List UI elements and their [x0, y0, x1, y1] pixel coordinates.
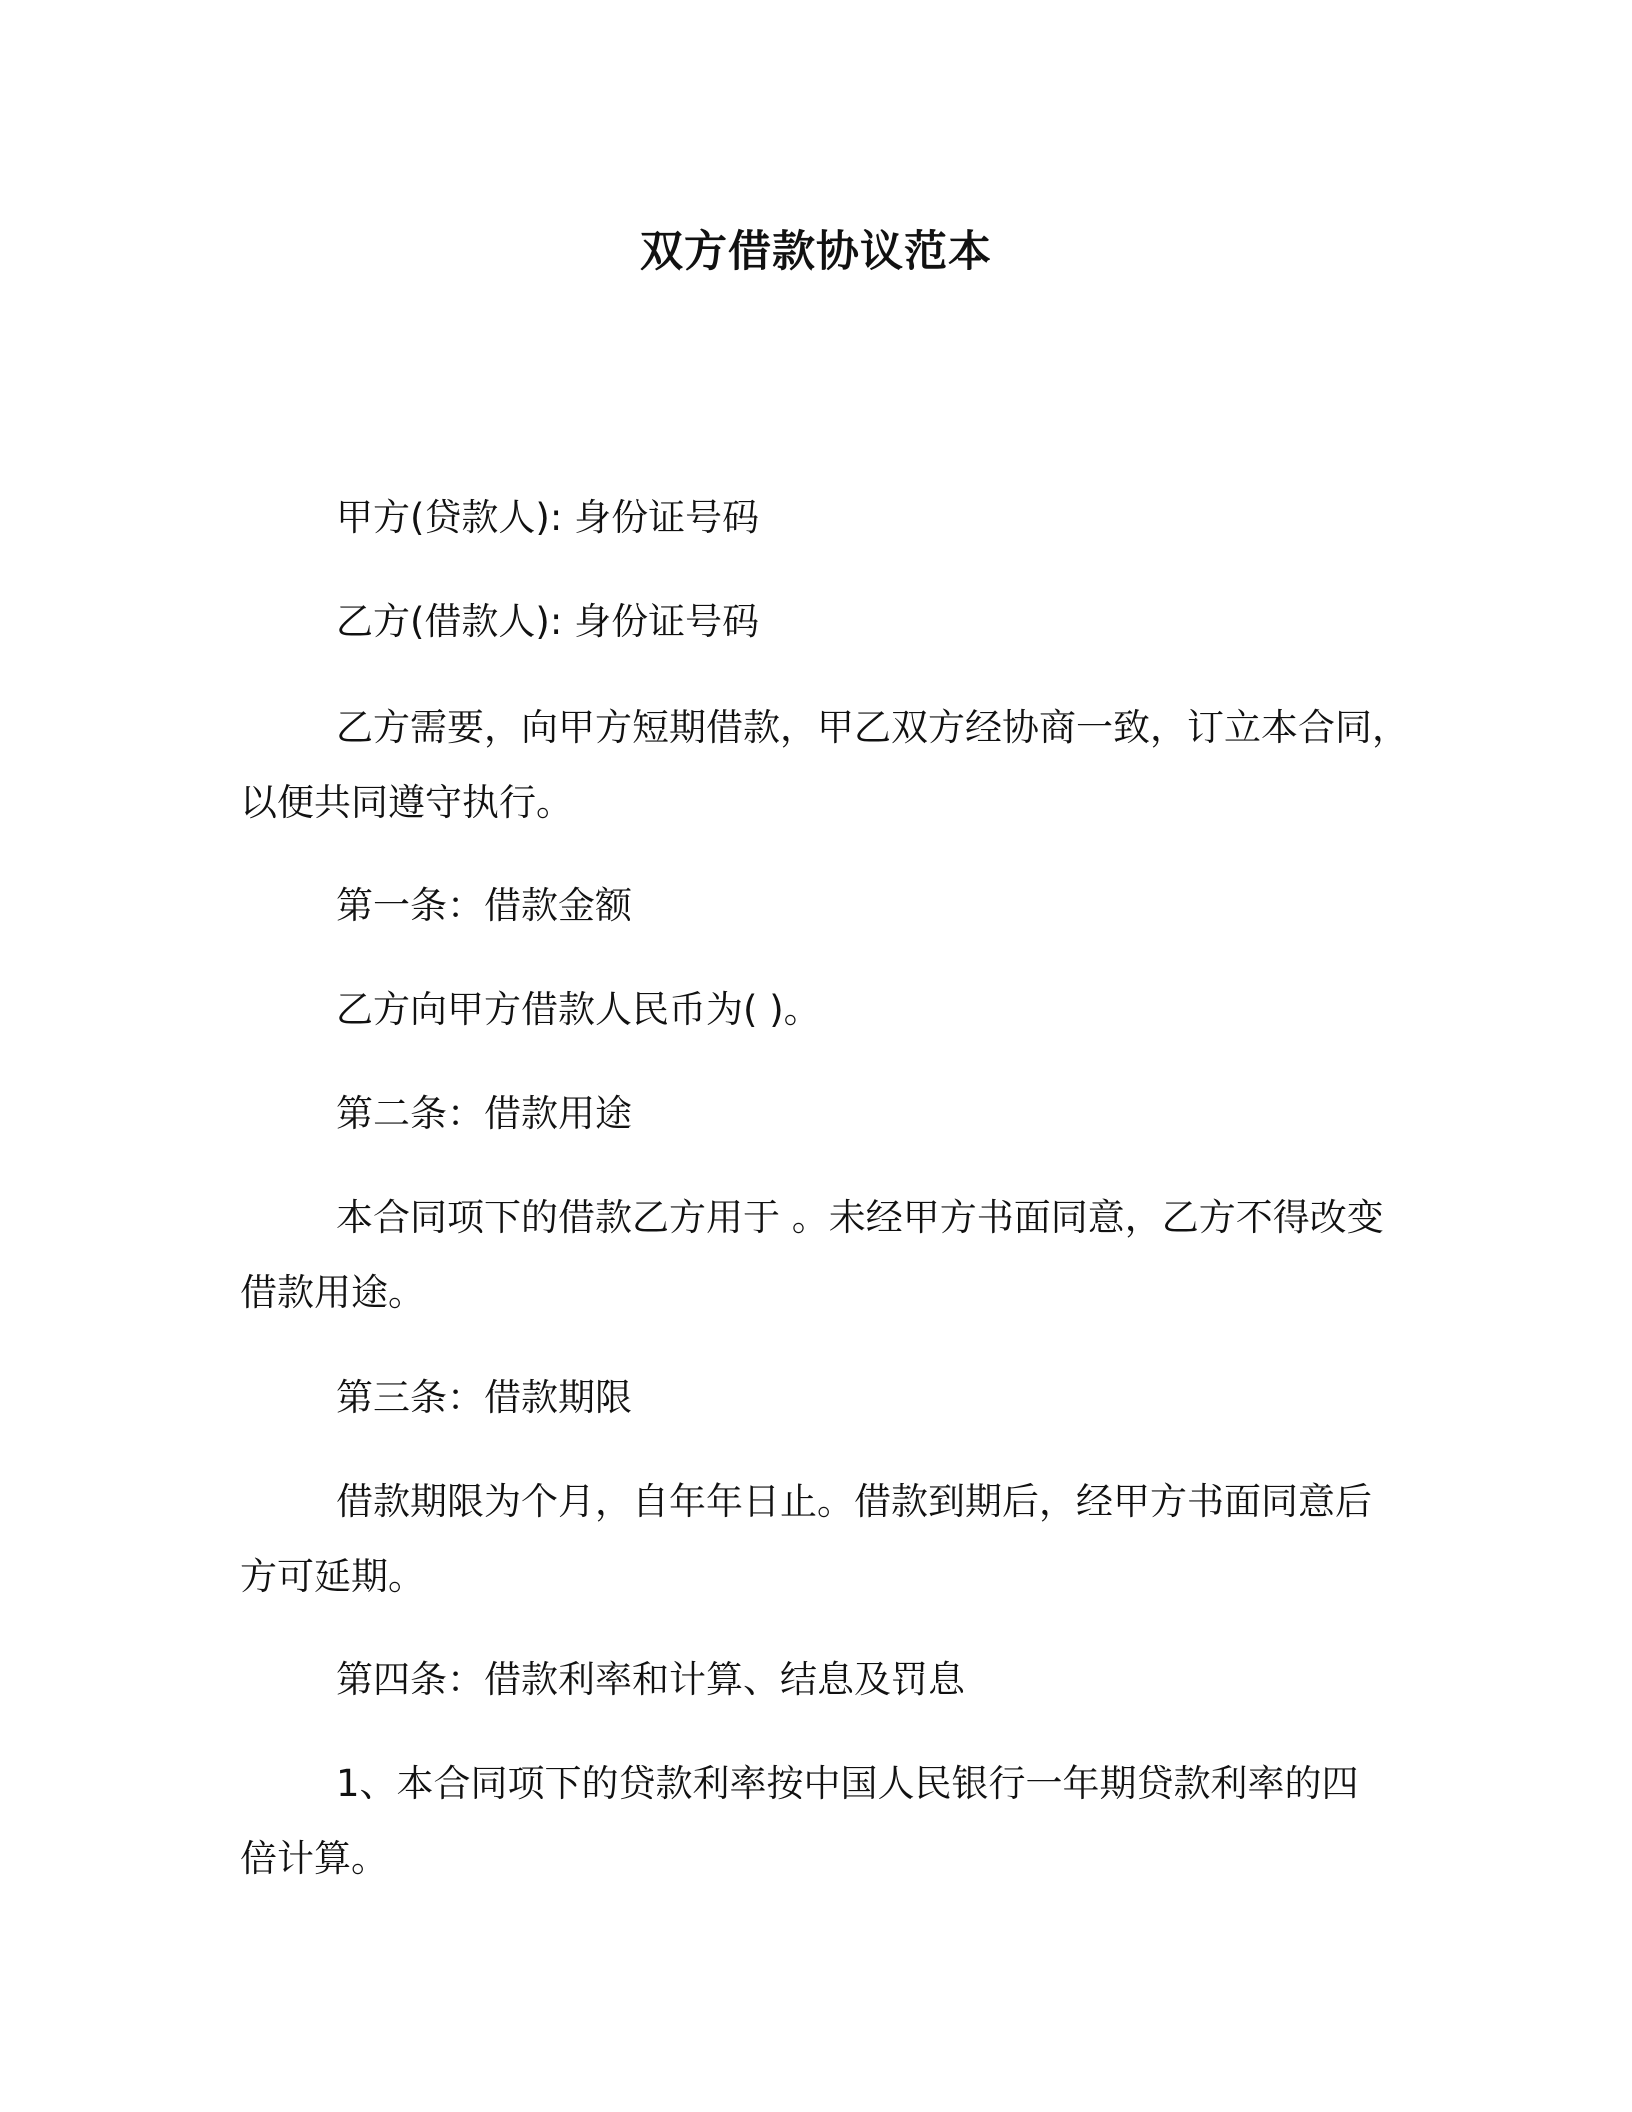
party-b-line [240, 584, 1400, 659]
paragraph-line: 乙方需要，向甲方短期借款，甲乙双方经协商一致，订立本合同， [336, 706, 1409, 749]
party-a-line [240, 480, 1400, 555]
article-2-body [240, 1180, 1400, 1330]
paragraph-line: 乙方向甲方借款人民币为( )。 [336, 988, 821, 1031]
paragraph-line: 借款期限为个月，自年年日止。借款到期后，经甲方书面同意后 [336, 1480, 1372, 1523]
paragraph-line: 第一条：借款金额 [336, 884, 632, 927]
paragraph-line: 借款用途。 [240, 1271, 425, 1314]
article-3-body [240, 1464, 1400, 1614]
preamble-paragraph [240, 690, 1409, 840]
paragraph-line: 乙方(借款人): 身份证号码 [336, 600, 760, 643]
document-title: 双方借款协议范本 [640, 227, 992, 277]
paragraph-line: 1、本合同项下的贷款利率按中国人民银行一年期贷款利率的四 [336, 1762, 1359, 1805]
article-2-heading [240, 1076, 1400, 1151]
paragraph-line: 第四条：借款利率和计算、结息及罚息 [336, 1658, 965, 1701]
article-1-body [240, 972, 1400, 1047]
article-4-clause-1 [240, 1746, 1400, 1896]
paragraph-line: 方可延期。 [240, 1555, 425, 1598]
paragraph-line: 第三条：借款期限 [336, 1376, 632, 1419]
paragraph-line: 甲方(贷款人): 身份证号码 [336, 496, 760, 539]
article-4-heading [240, 1642, 1400, 1717]
paragraph-line: 以便共同遵守执行。 [240, 781, 573, 824]
paragraph-line: 倍计算。 [240, 1837, 388, 1880]
paragraph-line: 第二条：借款用途 [336, 1092, 632, 1135]
article-3-heading [240, 1360, 1400, 1435]
paragraph-line: 本合同项下的借款乙方用于 。未经甲方书面同意，乙方不得改变 [336, 1196, 1384, 1239]
article-1-heading [240, 868, 1400, 943]
